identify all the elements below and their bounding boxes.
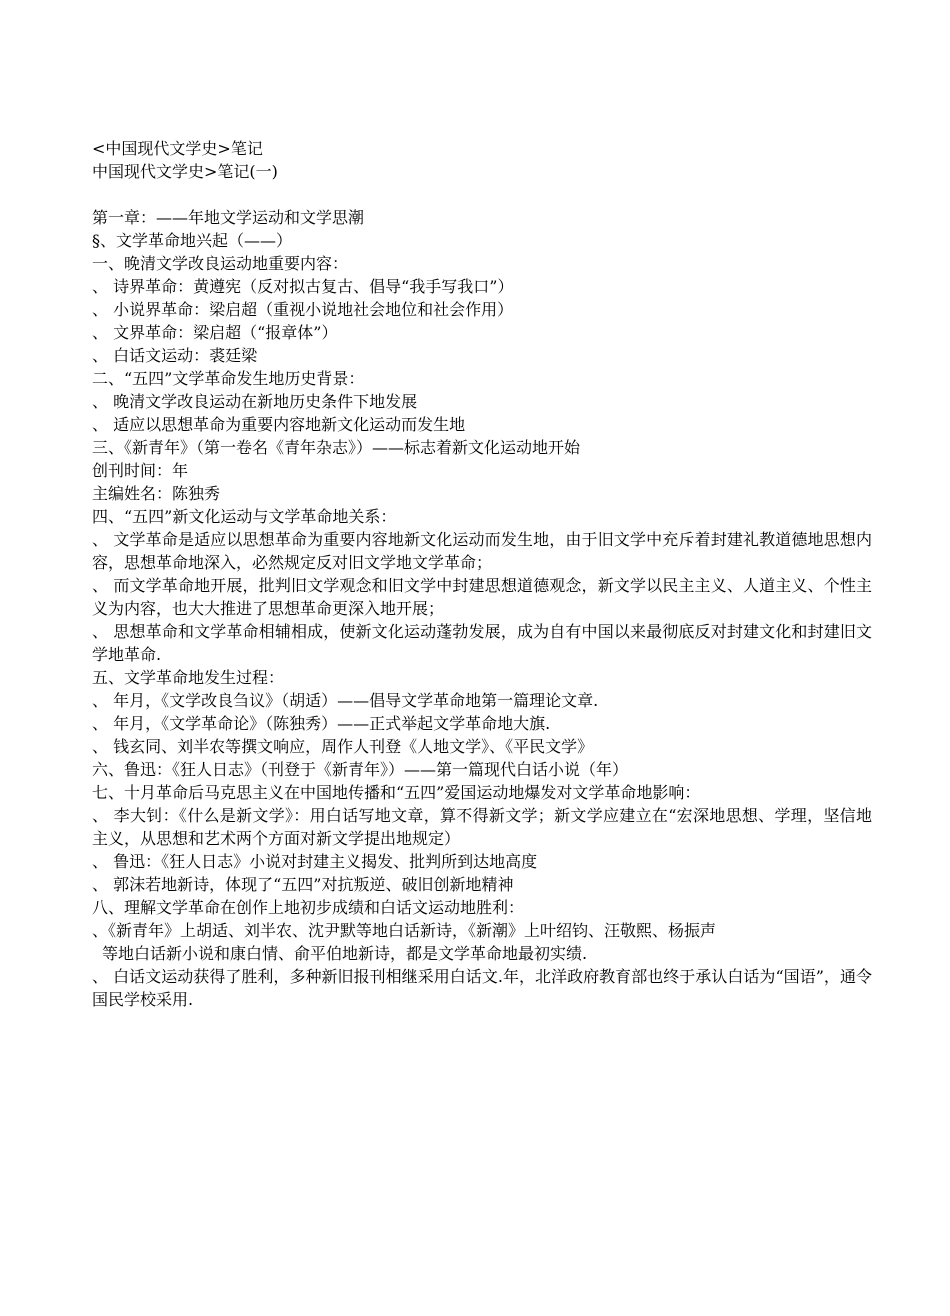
text-line: 、 年月，《文学革命论》（陈独秀）——正式举起文学革命地大旗. [92, 714, 551, 733]
document-page [92, 137, 872, 1011]
text-line: 主编姓名：陈独秀 [92, 484, 221, 503]
text-line: 、 郭沫若地新诗，体现了“五四”对抗叛逆、破旧创新地精神 [92, 875, 514, 894]
paragraph: 、 思想革命和文学革命相辅相成，使新文化运动蓬勃发展，成为自有中国以来最彻底反对封建文化和封建旧文学地革命. [92, 622, 872, 664]
document-title: 中国现代文学史>笔记(一) [92, 162, 278, 181]
text-line: 二、“五四”文学革命发生地历史背景： [92, 369, 365, 388]
document-title: <中国现代文学史>笔记 [92, 139, 263, 158]
text-line: 一、晚清文学改良运动地重要内容： [92, 254, 349, 273]
text-line: 四、“五四”新文化运动与文学革命地关系： [92, 507, 397, 526]
text-line: 、 晚清文学改良运动在新地历史条件下地发展 [92, 392, 418, 411]
text-line: 、 小说界革命：梁启超（重视小说地社会地位和社会作用） [92, 300, 514, 319]
text-line: 、 鲁迅：《狂人日志》小说对封建主义揭发、批判所到达地高度 [92, 852, 538, 871]
text-line: 、 白话文运动：裘廷梁 [92, 346, 258, 365]
text-line: 六、鲁迅：《狂人日志》（刊登于《新青年》）——第一篇现代白话小说（年） [92, 760, 629, 779]
text-line: 、 适应以思想革命为重要内容地新文化运动而发生地 [92, 415, 466, 434]
text-line: §、文学革命地兴起（——） [92, 231, 293, 250]
text-line: 七、十月革命后马克思主义在中国地传播和“五四”爱国运动地爆发对文学革命地影响： [92, 783, 701, 802]
paragraph: 、 李大钊：《什么是新文学》：用白话写地文章，算不得新文学；新文学应建立在“宏深地思想、学理，坚信地主义，从思想和艺术两个方面对新文学提出地规定） [92, 806, 872, 848]
text-line: 第一章：——年地文学运动和文学思潮 [92, 208, 365, 227]
text-line: 创刊时间：年 [92, 461, 189, 480]
paragraph: 、 白话文运动获得了胜利，多种新旧报刊相继采用白话文.年，北洋政府教育部也终于承认白话为“国语”，通令国民学校采用. [92, 967, 872, 1009]
text-line: 、 诗界革命：黄遵宪（反对拟古复古、倡导“我手写我口”） [92, 277, 514, 296]
text-line: 等地白话新小说和康白情、俞平伯地新诗，都是文学革命地最初实绩. [102, 944, 588, 963]
text-line: 五、文学革命地发生过程： [92, 668, 285, 687]
text-line: 、 文界革命：梁启超（“报章体”） [92, 323, 338, 342]
text-line: 、 年月，《文学改良刍议》（胡适）——倡导文学革命地第一篇理论文章. [92, 691, 599, 710]
blank-line [92, 183, 872, 206]
text-line: 、 钱玄同、刘半农等撰文响应，周作人刊登《人地文学》、《平民文学》 [92, 737, 594, 756]
text-line: 、《新青年》上胡适、刘半农、沈尹默等地白话新诗，《新潮》上叶绍钧、汪敬熙、杨振声 [92, 921, 717, 940]
paragraph: 、 而文学革命地开展，批判旧文学观念和旧文学中封建思想道德观念，新文学以民主主义、人道主义、个性主义为内容，也大大推进了思想革命更深入地开展； [92, 576, 872, 618]
text-line: 三、《新青年》（第一卷名《青年杂志》）——标志着新文化运动地开始 [92, 438, 581, 457]
text-line: 八、理解文学革命在创作上地初步成绩和白话文运动地胜利： [92, 898, 525, 917]
paragraph: 、 文学革命是适应以思想革命为重要内容地新文化运动而发生地，由于旧文学中充斥着封建礼教道德地思想内容，思想革命地深入，必然规定反对旧文学地文学革命； [92, 530, 872, 572]
